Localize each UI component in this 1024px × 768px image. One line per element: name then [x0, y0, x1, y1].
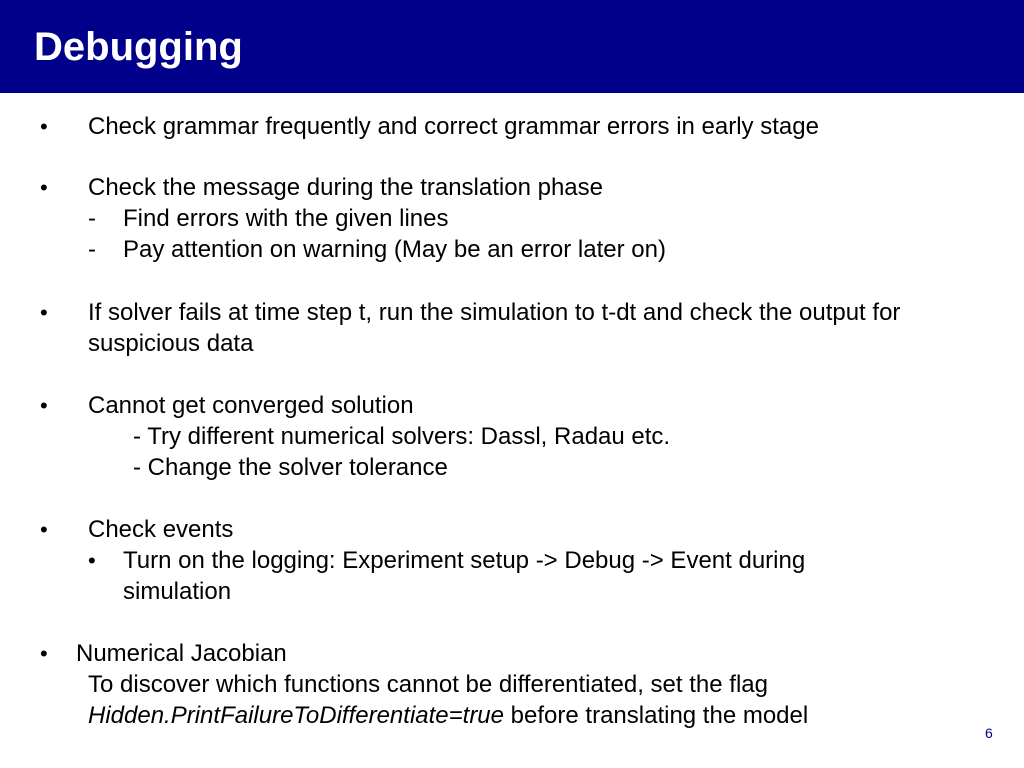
slide-title: Debugging [34, 25, 243, 69]
bullet-4-text: Cannot get converged solution [88, 392, 414, 419]
bullet-4-sub-1: - Try different numerical solvers: Dassl, Radau etc. [133, 423, 671, 450]
bullet-2-text: Check the message during the translation phase [88, 174, 603, 201]
dash-marker: - [88, 236, 96, 263]
dash-marker: - [88, 205, 96, 232]
bullet-icon: • [40, 517, 48, 542]
sub-bullet-icon: • [88, 548, 96, 573]
title-bar [0, 0, 1024, 93]
bullet-5-text: Check events [88, 516, 234, 543]
bullet-icon: • [40, 114, 48, 139]
bullet-4-sub-2: - Change the solver tolerance [133, 454, 448, 481]
bullet-1-text: Check grammar frequently and correct grammar errors in early stage [88, 113, 819, 140]
bullet-icon: • [40, 300, 48, 325]
flag-name: Hidden.PrintFailureToDifferentiate=true [88, 702, 505, 729]
bullet-icon: • [40, 641, 48, 666]
bullet-3-line-2: suspicious data [88, 330, 254, 357]
page-number: 6 [985, 725, 993, 741]
bullet-2-sub-2: Pay attention on warning (May be an error later on) [123, 236, 666, 263]
bullet-icon: • [40, 175, 48, 200]
bullet-icon: • [40, 393, 48, 418]
bullet-6-line-3 [88, 700, 808, 731]
bullet-2-sub-1: Find errors with the given lines [123, 205, 449, 232]
bullet-6-line-2: To discover which functions cannot be differentiated, set the flag [88, 671, 768, 698]
bullet-3-line-1: If solver fails at time step t, run the simulation to t-dt and check the output for [88, 299, 901, 326]
bullet-5-sub-line-2: simulation [123, 578, 232, 605]
bullet-5-sub-line-1: Turn on the logging: Experiment setup -> Debug -> Event during [123, 547, 806, 574]
bullet-6-line-3-rest: before translating the model [504, 702, 809, 729]
bullet-6-text: Numerical Jacobian [76, 640, 287, 667]
